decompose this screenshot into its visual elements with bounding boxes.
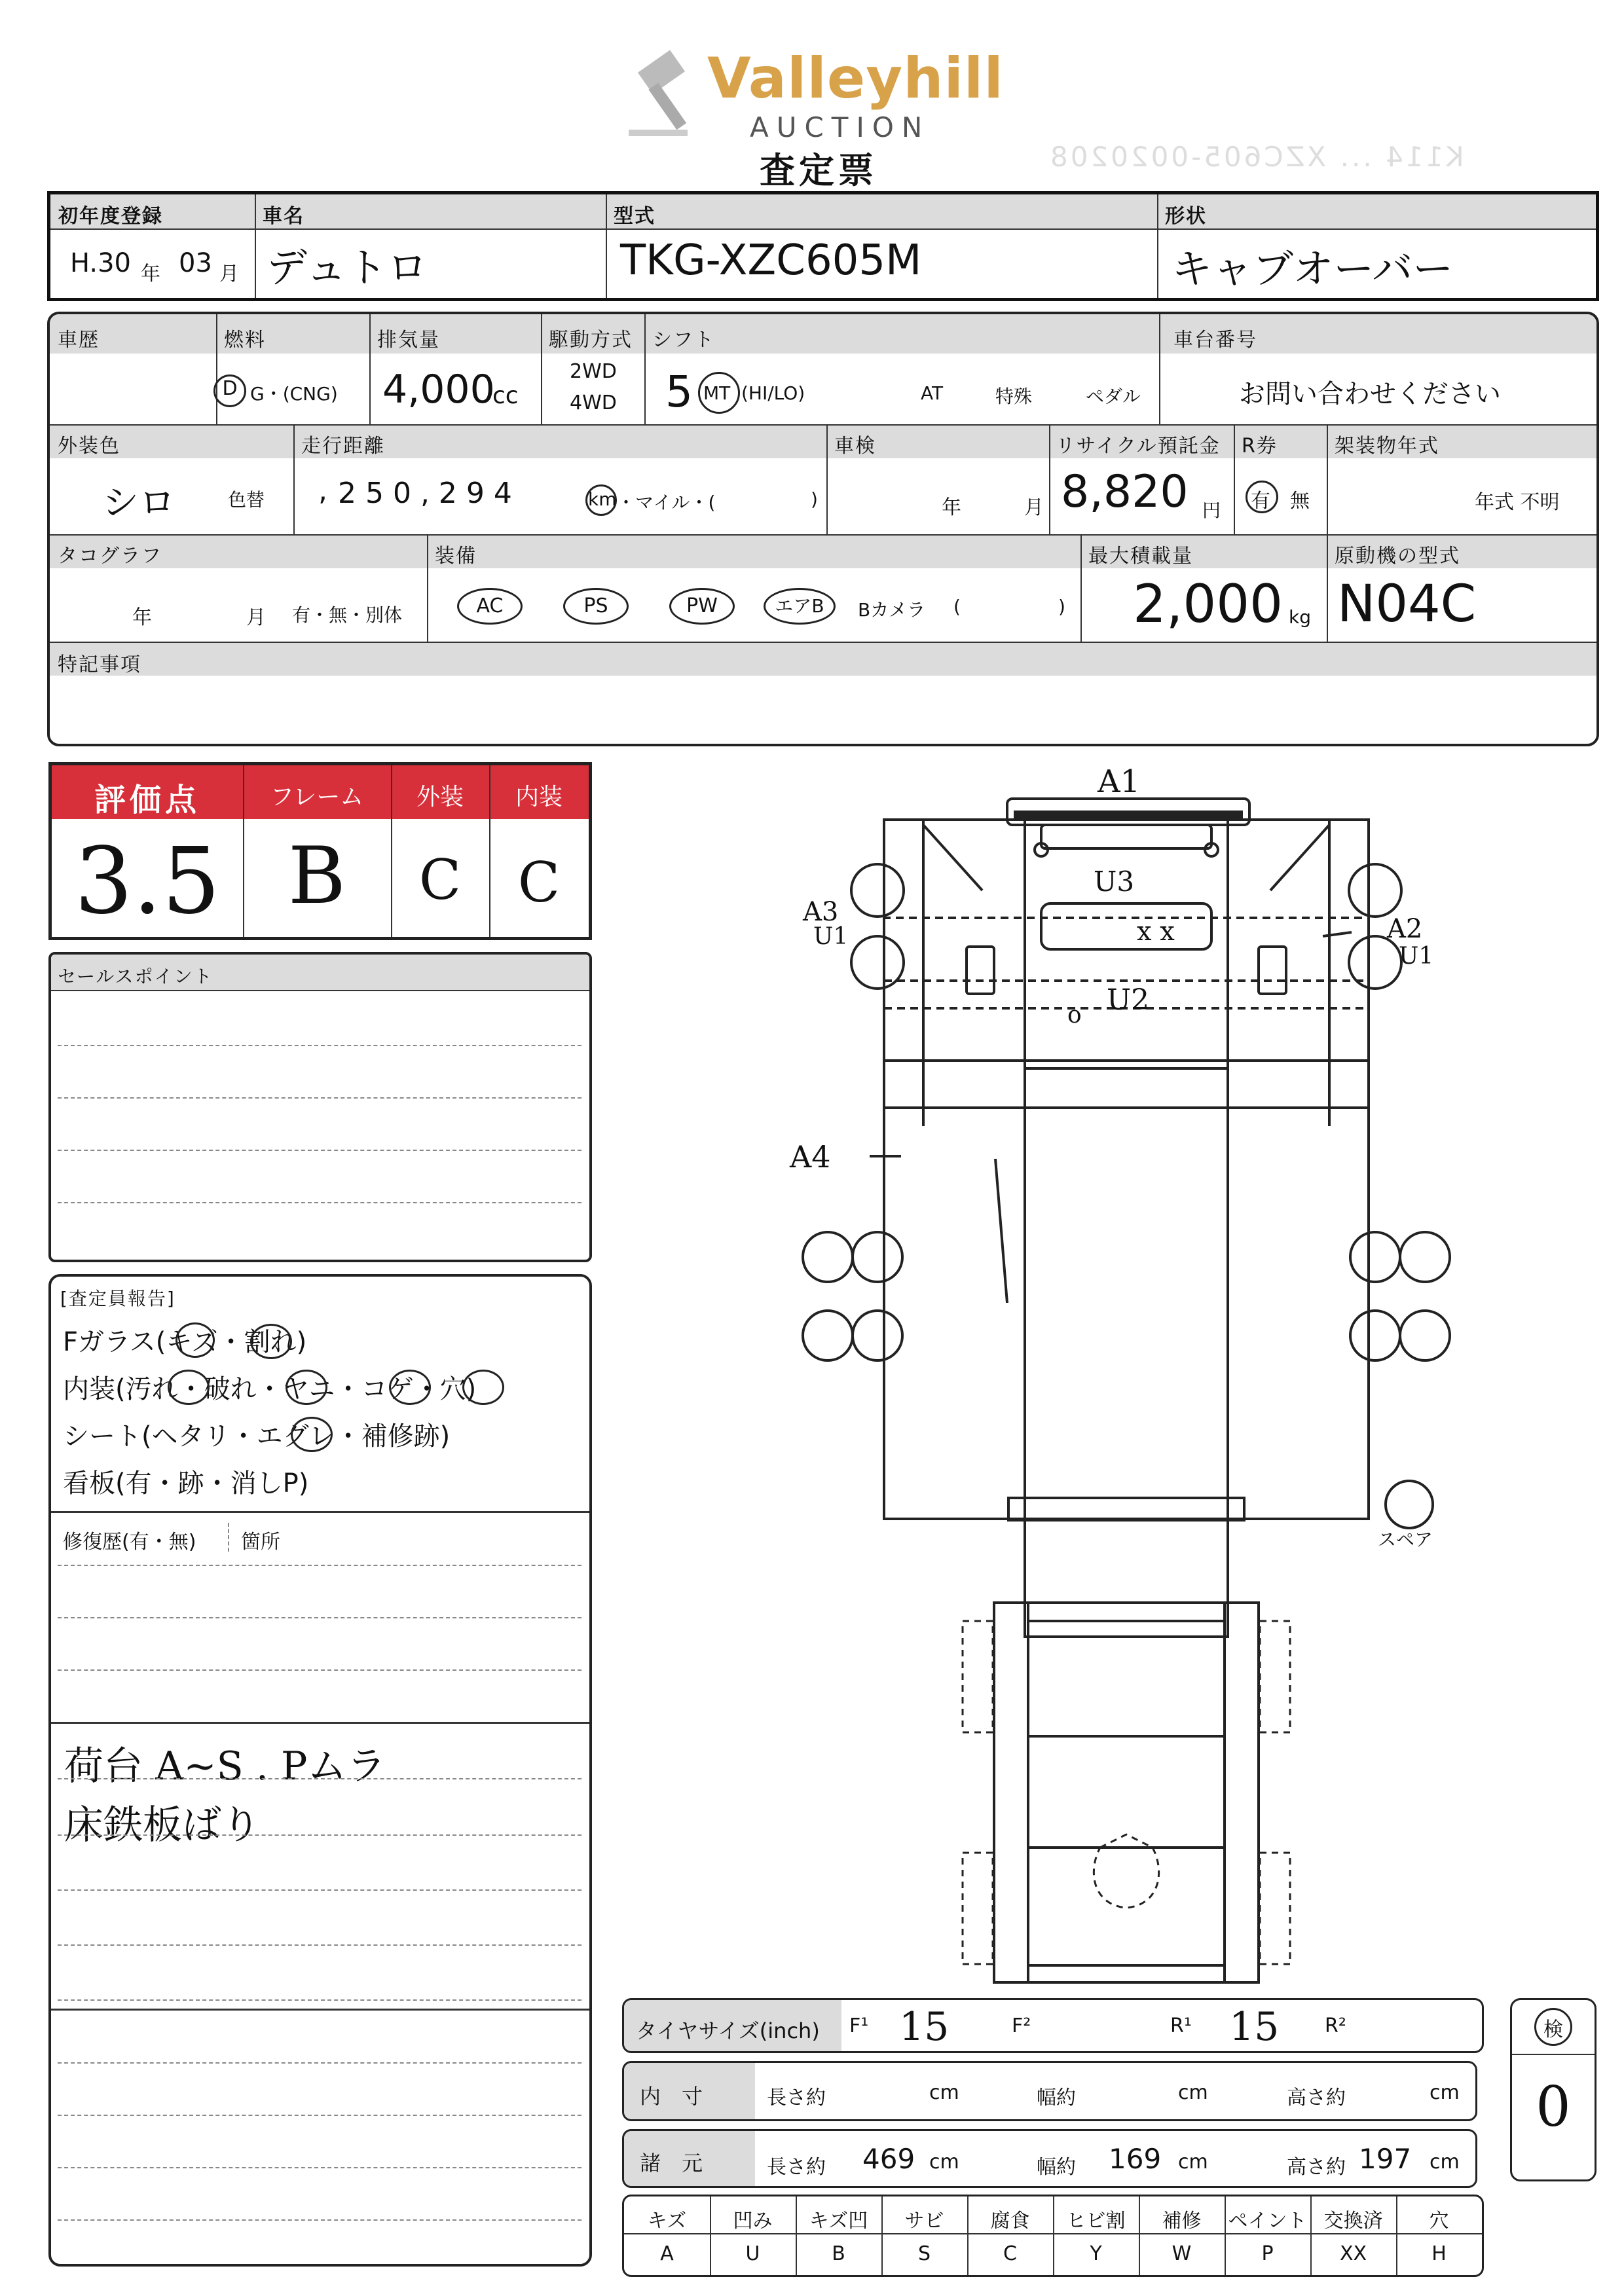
notes-label: 特記事項 (58, 653, 141, 676)
doc-title: 査定票 (760, 150, 877, 191)
specs-wid: 幅約 (1037, 2156, 1076, 2179)
tire-f1: F¹ (849, 2014, 869, 2037)
mark-u1-left: U1 (813, 923, 849, 950)
spare-label: スペア (1378, 1529, 1433, 1550)
body-color: シロ (102, 482, 175, 524)
reg-month: 03 (179, 248, 212, 278)
repair-place: 箇所 (241, 1531, 280, 1554)
equip-ps: PS (563, 588, 629, 625)
legend-name-scratch-dent: キズ凹 (809, 2210, 868, 2232)
color-change: 色替 (228, 489, 265, 511)
disp-unit: cc (492, 382, 519, 409)
report-seat: シート(ヘタリ・エグレ・補修跡) (63, 1421, 451, 1451)
equip-camera: Bカメラ (858, 599, 926, 621)
glass-mark-2 (250, 1324, 292, 1359)
mileage-unit: ・マイル・( (617, 492, 716, 513)
mark-a2: A2 (1387, 914, 1423, 944)
shift-hilo: (HI/LO) (741, 382, 805, 404)
color-label: 外装色 (58, 435, 120, 458)
inspector-box (1510, 1998, 1596, 2181)
legend-code-s: S (917, 2242, 931, 2265)
drive-4wd: 4WD (570, 392, 617, 414)
max-load: 2,000 (1133, 574, 1283, 634)
taco-label: タコグラフ (58, 545, 162, 568)
interior-mark-2 (286, 1370, 327, 1405)
disp-label: 排気量 (377, 329, 440, 352)
inspect-month: 月 (1024, 496, 1044, 519)
row1-box (47, 191, 1599, 301)
shape-label: 形状 (1165, 205, 1207, 228)
load-unit: kg (1289, 606, 1311, 628)
legend-code-u: U (745, 2242, 760, 2265)
report-interior: 内装(汚れ・破れ・ヤニ・コゲ・穴) (63, 1374, 477, 1404)
specs-hgt-value: 197 (1359, 2143, 1412, 2175)
taco-month: 月 (246, 606, 266, 629)
model-label: 型式 (614, 205, 655, 228)
specs-label: 諸 元 (640, 2151, 703, 2176)
equip-label: 装備 (435, 545, 477, 568)
interior-mark-3 (389, 1370, 431, 1405)
equip-pw: PW (669, 588, 735, 625)
legend-code-w: W (1172, 2242, 1192, 2265)
tire-r1-value: 15 (1229, 2004, 1280, 2050)
legend-name-crack: ヒビ割 (1066, 2210, 1126, 2232)
inner-len-unit: cm (929, 2081, 959, 2104)
recycle-label: リサイクル預託金 (1056, 435, 1221, 458)
car-shape: キャブオーバー (1172, 245, 1454, 293)
name-label: 車名 (263, 205, 304, 228)
r-yes: 有 (1251, 490, 1270, 513)
score-frame: B (287, 831, 346, 922)
displacement: 4,000 (382, 367, 495, 412)
legend-code-y: Y (1090, 2242, 1102, 2265)
spec-dimensions (622, 2129, 1477, 2188)
fuel-label: 燃料 (224, 329, 266, 352)
equip-ac: AC (457, 588, 523, 625)
interior-mark-4 (462, 1370, 504, 1405)
drive-2wd: 2WD (570, 360, 617, 383)
equip-paren-open: ( (953, 596, 961, 617)
inspector-label: 検 (1543, 2018, 1563, 2041)
sales-points (48, 952, 592, 1262)
car-model: TKG-XZC605M (620, 236, 922, 285)
history-label: 車歴 (58, 329, 100, 352)
specs-hgt: 高さ約 (1287, 2156, 1346, 2179)
engine-label: 原動機の型式 (1335, 545, 1460, 568)
score-header-frame: フレーム (270, 784, 364, 811)
engine-model: N04C (1337, 575, 1477, 634)
logo (622, 46, 1004, 144)
recycle-fee: 8,820 (1061, 466, 1189, 518)
mileage-value: 2 5 0 , 2 9 4 (338, 477, 512, 510)
legend-name-dent: 凹み (733, 2210, 773, 2232)
r-no: 無 (1290, 490, 1310, 513)
mark-u2: U2 (1107, 983, 1150, 1017)
info-panel (47, 312, 1599, 746)
inner-hgt-unit: cm (1430, 2081, 1460, 2104)
report-sign: 看板(有・跡・消しP) (63, 1468, 309, 1499)
specs-len: 長さ約 (767, 2156, 826, 2179)
legend-code-p: P (1261, 2242, 1274, 2265)
taco-year: 年 (132, 606, 152, 629)
ghost-text: K114 ... XZC605-0020208 (1048, 141, 1464, 173)
chassis-label: 車台番号 (1173, 329, 1257, 352)
mark-a1: A1 (1098, 763, 1141, 800)
fuel-options: G・(CNG) (250, 383, 338, 405)
shift-special: 特殊 (995, 386, 1033, 407)
scores-box (48, 762, 592, 940)
inner-dimensions (622, 2061, 1477, 2121)
tire-label: タイヤサイズ(inch) (636, 2018, 820, 2043)
legend-code-h: H (1431, 2242, 1447, 2265)
mark-u1-right: U1 (1399, 943, 1434, 970)
body-year: 年式 不明 (1475, 491, 1560, 514)
repair-label: 修復歴(有・無) (63, 1531, 196, 1554)
shift-mt: MT (703, 382, 731, 404)
legend-name-replaced: 交換済 (1323, 2210, 1383, 2232)
taco-options: 有・無・別体 (292, 604, 403, 626)
gavel-icon (622, 46, 714, 144)
mark-a4: A4 (790, 1139, 831, 1175)
inner-hgt: 高さ約 (1287, 2086, 1346, 2109)
score-total: 3.5 (74, 828, 221, 935)
interior-mark (168, 1370, 210, 1405)
mark-o: o (1067, 1002, 1082, 1029)
legend-name-corrosion: 腐食 (990, 2210, 1030, 2232)
legend-code-c: C (1003, 2242, 1017, 2265)
mileage-km: km (588, 488, 617, 510)
reg-era: H.30 (70, 248, 131, 278)
score-interior: C (517, 850, 561, 915)
shift-at: AT (921, 382, 944, 404)
tire-r2: R² (1325, 2014, 1346, 2037)
specs-hgt-unit: cm (1430, 2151, 1460, 2174)
score-header-exterior: 外装 (416, 784, 464, 811)
tire-size (622, 1998, 1484, 2053)
specs-len-unit: cm (929, 2151, 959, 2174)
mileage-lead: , (318, 474, 327, 507)
shift-gears: 5 (665, 367, 693, 417)
inner-wid-unit: cm (1178, 2081, 1208, 2104)
mileage-label: 走行距離 (301, 435, 385, 458)
load-label: 最大積載量 (1088, 545, 1193, 568)
r-ticket-label: R券 (1242, 435, 1278, 458)
report-panel (48, 1274, 592, 2267)
mileage-close: ) (811, 488, 818, 510)
specs-wid-value: 169 (1109, 2143, 1162, 2175)
recycle-unit: 円 (1202, 500, 1221, 521)
reg-label: 初年度登録 (58, 205, 163, 228)
reg-year-unit: 年 (141, 263, 160, 285)
specs-wid-unit: cm (1178, 2151, 1208, 2174)
drive-label: 駆動方式 (549, 329, 633, 352)
score-header-interior: 内装 (515, 784, 563, 811)
logo-name: Valleyhill (707, 46, 1004, 111)
reg-month-unit: 月 (219, 263, 239, 285)
inner-wid: 幅約 (1037, 2086, 1076, 2109)
inspector-value: 0 (1536, 2075, 1571, 2139)
handnote-1: 荷台 A~S . Pムラ (64, 1743, 386, 1789)
report-glass: Fガラス(キズ・割れ) (63, 1327, 307, 1357)
score-exterior: C (418, 848, 462, 912)
inspect-year: 年 (942, 496, 961, 519)
legend-name-hole: 穴 (1429, 2210, 1449, 2232)
legend-code-a: A (660, 2242, 674, 2265)
shift-pedal: ペダル (1086, 386, 1141, 407)
mark-xx: x x (1137, 917, 1175, 947)
shift-label: シフト (652, 329, 715, 352)
mark-u3: U3 (1094, 866, 1135, 898)
equip-airbag: エアB (764, 588, 836, 625)
tire-f2: F² (1012, 2014, 1031, 2037)
equip-paren-close: ) (1058, 596, 1065, 617)
chassis-number: お問い合わせください (1239, 379, 1501, 409)
glass-mark (175, 1322, 215, 1358)
fuel-d-text: D (222, 377, 238, 400)
legend-name-paint: ペイント (1228, 2210, 1307, 2232)
tire-f1-value: 15 (899, 2004, 950, 2050)
score-header-total: 評価点 (94, 782, 200, 818)
report-label: [査定員報告] (60, 1288, 175, 1309)
mark-a3: A3 (803, 897, 839, 927)
seat-mark (291, 1417, 333, 1452)
inspect-label: 車検 (834, 435, 876, 458)
handnote-2: 床鉄板ばり (64, 1802, 261, 1848)
inner-len: 長さ約 (767, 2086, 826, 2109)
tire-r1: R¹ (1170, 2014, 1192, 2037)
damage-legend (622, 2195, 1484, 2277)
fuel-d (213, 374, 246, 407)
legend-name-repair: 補修 (1162, 2210, 1202, 2232)
specs-len-value: 469 (862, 2143, 915, 2175)
legend-code-xx: XX (1339, 2242, 1367, 2265)
sales-label: セールスポイント (58, 966, 213, 987)
car-name: デュトロ (267, 244, 428, 291)
legend-code-b: B (832, 2242, 845, 2265)
legend-name-rust: サビ (904, 2210, 944, 2232)
legend-name-scratch: キズ (647, 2210, 687, 2232)
inner-label: 内 寸 (640, 2084, 703, 2109)
body-year-label: 架装物年式 (1335, 435, 1439, 458)
logo-sub: AUCTION (750, 111, 931, 143)
